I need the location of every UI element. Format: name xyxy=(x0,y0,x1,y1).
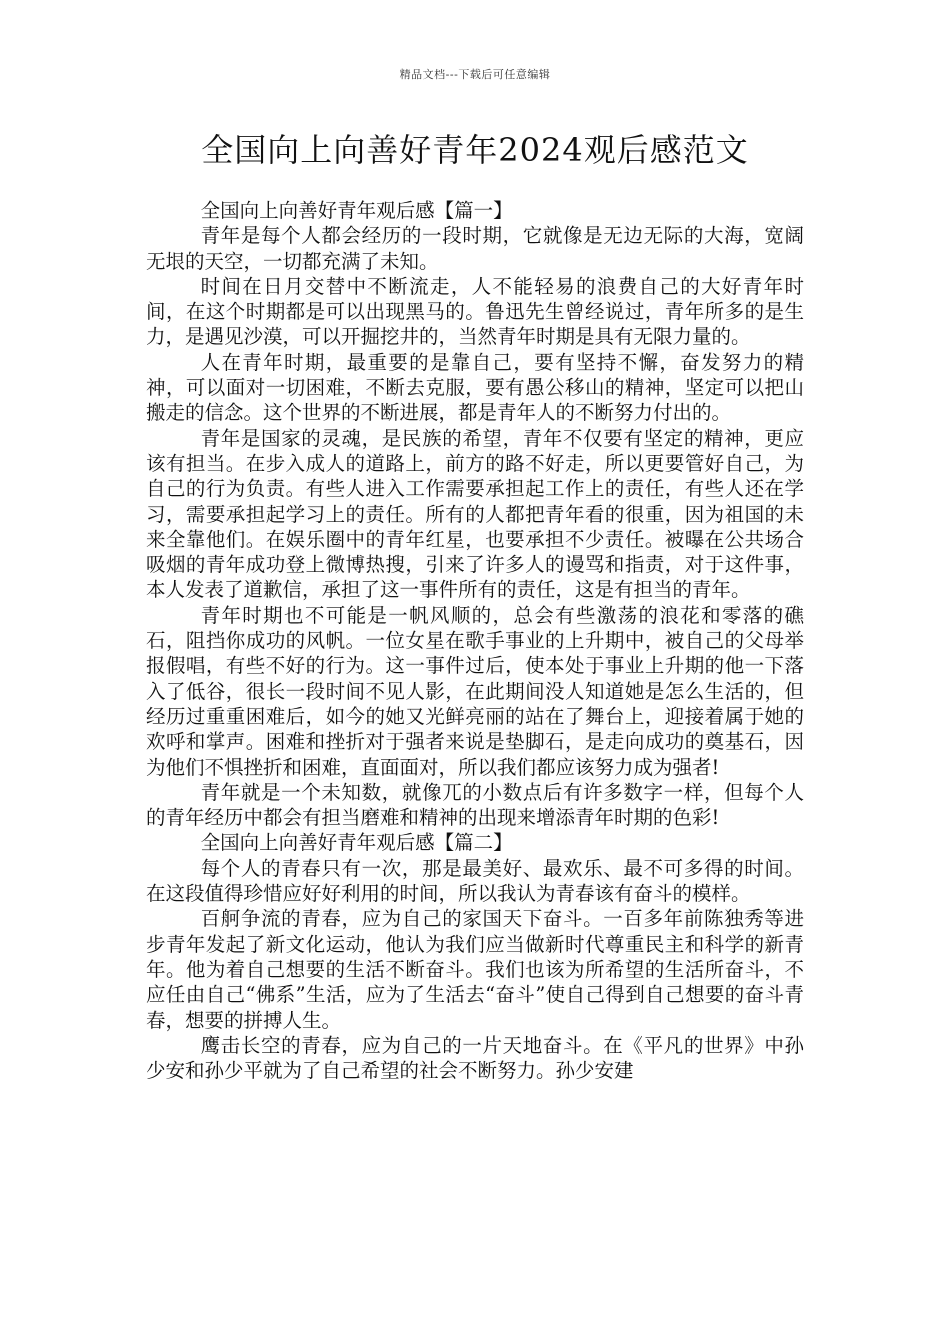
document-body xyxy=(146,198,804,1083)
document-title: 全国向上向善好青年2024观后感范文 xyxy=(201,131,749,169)
paragraph: 每个人的青春只有一次，那是最美好、最欢乐、最不可多得的时间。在这段值得珍惜应好好利用的时间，所以我认为青春该有奋斗的模样。 xyxy=(146,856,804,906)
paragraph: 时间在日月交替中不断流走，人不能轻易的浪费自己的大好青年时间，在这个时期都是可以出现黑马的。鲁迅先生曾经说过，青年所多的是生力，是遇见沙漠，可以开掘挖井的，当然青年时期是具有无限力量的。 xyxy=(146,274,804,349)
paragraph: 鹰击长空的青春，应为自己的一片天地奋斗。在《平凡的世界》中孙少安和孙少平就为了自己希望的社会不断努力。孙少安建 xyxy=(146,1033,804,1083)
section-heading: 全国向上向善好青年观后感【篇一】 xyxy=(200,199,513,222)
paragraph: 青年是每个人都会经历的一段时期，它就像是无边无际的大海，宽阔无垠的天空，一切都充满了未知。 xyxy=(146,224,804,273)
paragraph: 青年是国家的灵魂，是民族的希望，青年不仅要有坚定的精神，更应该有担当。在步入成人的道路上，前方的路不好走，所以更要管好自己，为自己的行为负责。有些人进入工作需要承担起工作上的责任，有些人还在学习，需要承担起学习上的责任。所有的人都把青年看的很重，因为祖国的未来全靠他们。在娱乐圈中的青年红星，也要承担不少责任。被曝在公共场合吸烟的青年成功登上微博热搜，引来了许多人的谩骂和指责，对于这件事，本人发表了道歉信，承担了这一事件所有的责任，这是有担当的青年。 xyxy=(146,426,804,602)
paragraph: 人在青年时期，最重要的是靠自己，要有坚持不懈，奋发努力的精神，可以面对一切困难，不断去克服，要有愚公移山的精神，坚定可以把山搬走的信念。这个世界的不断进展，都是青年人的不断努力付出的。 xyxy=(146,350,804,425)
section-heading: 全国向上向善好青年观后感【篇二】 xyxy=(200,831,513,855)
paragraph: 青年就是一个未知数，就像兀的小数点后有许多数字一样，但每个人的青年经历中都会有担当磨难和精神的出现来增添青年时期的色彩! xyxy=(146,780,804,830)
paragraph: 百舸争流的青春，应为自己的家国天下奋斗。一百多年前陈独秀等进步青年发起了新文化运动，他认为我们应当做新时代尊重民主和科学的新青年。他为着自己想要的生活不断奋斗。我们也该为所希望的生活所奋斗，不应任由自己“佛系”生活，应为了生活去“奋斗”使自己得到自己想要的奋斗青春，想要的拼搏人生。 xyxy=(146,907,804,1032)
paragraph: 青年时期也不可能是一帆风顺的，总会有些激荡的浪花和零落的礁石，阻挡你成功的风帆。一位女星在歌手事业的上升期中，被自己的父母举报假唱，有些不好的行为。这一事件过后，使本处于事业上升期的他一下落入了低谷，很长一段时间不见人影，在此期间没人知道她是怎么生活的，但经历过重重困难后，如今的她又光鲜亮丽的站在了舞台上，迎接着属于她的欢呼和掌声。困难和挫折对于强者来说是垫脚石，是走向成功的奠基石，因为他们不惧挫折和困难，直面面对，所以我们都应该努力成为强者! xyxy=(146,603,804,779)
running-header: 精品文档---下载后可任意编辑 xyxy=(399,68,551,81)
